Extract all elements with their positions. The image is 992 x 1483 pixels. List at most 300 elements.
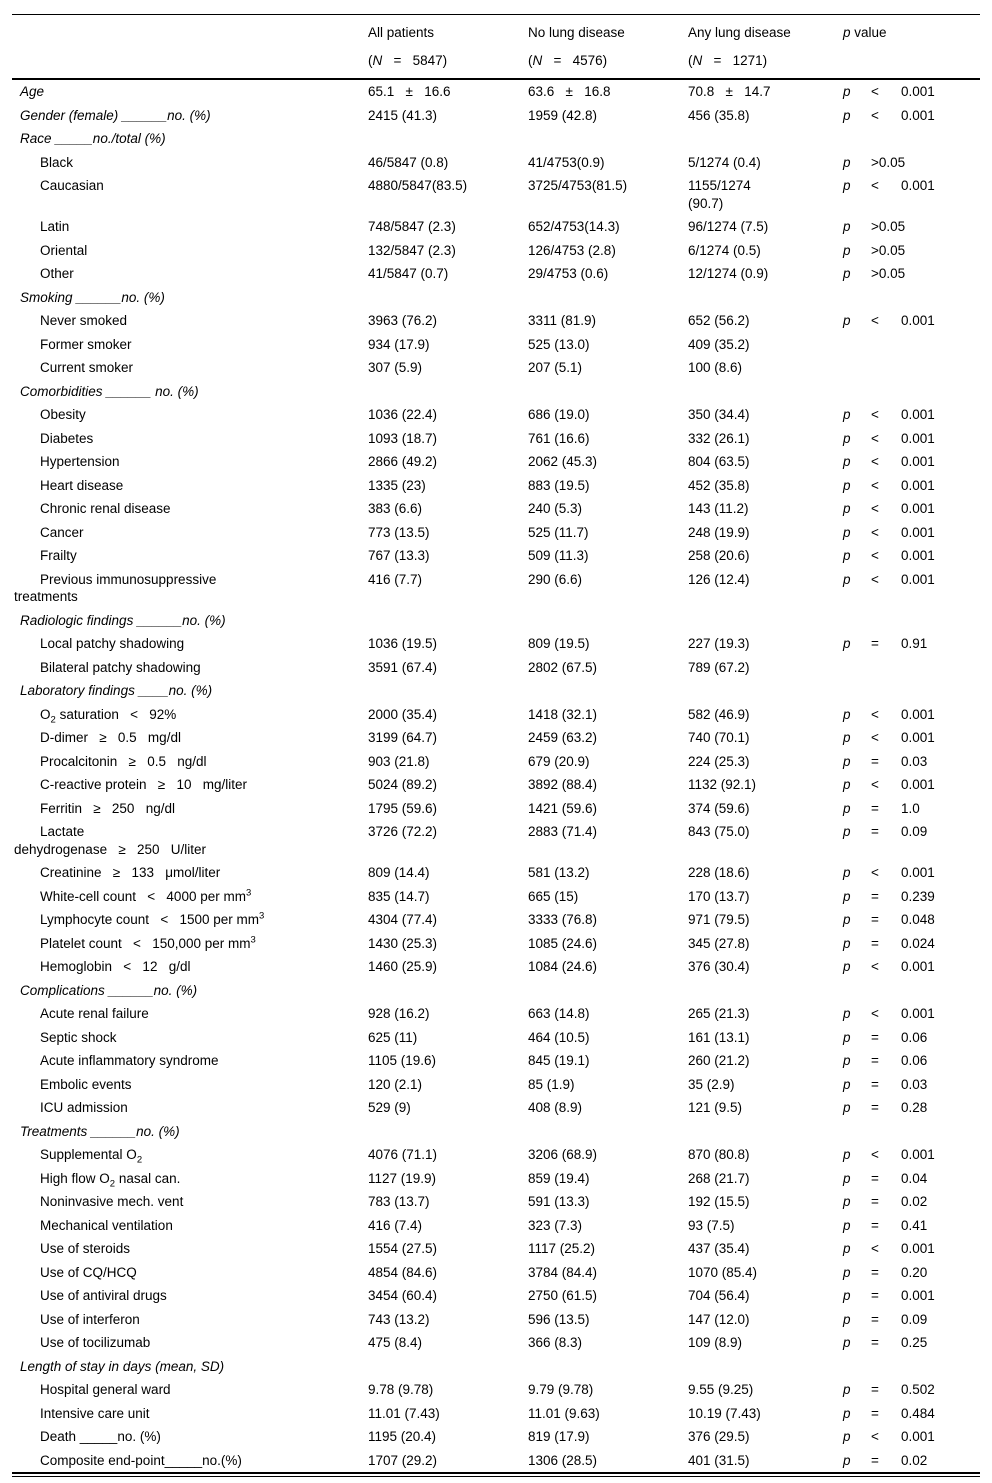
value-no-lung-disease: 3892 (88.4) — [528, 777, 598, 792]
value-no-lung-disease: 290 (6.6) — [528, 571, 583, 587]
table-row — [12, 309, 980, 333]
p-operator: < — [871, 865, 879, 880]
row-label: Caucasian — [40, 178, 104, 193]
p-value-cell — [843, 239, 980, 263]
value-all-patients: 65.1 ± 16.6 — [368, 84, 451, 99]
value-any-lung-disease: 1155/1274 (90.7) — [688, 178, 751, 211]
row-label: Previous immunosuppressive treatments — [14, 571, 217, 604]
col-header-title: All patients — [368, 25, 435, 40]
row-label: Bilateral patchy shadowing — [40, 659, 201, 675]
row-label: Frailty — [40, 548, 77, 563]
value-all-patients — [368, 380, 528, 404]
p-symbol: p — [843, 824, 851, 839]
p-value — [843, 911, 978, 929]
p-number: 0.06 — [901, 1053, 928, 1068]
value-all-patients: 1127 (19.9) — [368, 1170, 437, 1186]
p-value-cell — [843, 1378, 980, 1402]
value-any-lung-disease: 843 (75.0) — [688, 824, 750, 839]
value-any-lung-disease: 1070 (85.4) — [688, 1264, 758, 1280]
p-value-cell — [843, 1449, 980, 1474]
value-any-lung-disease: 870 (80.8) — [688, 1147, 750, 1162]
p-operator: = — [871, 1029, 879, 1045]
value-any-lung-disease: 9.55 (9.25) — [688, 1382, 754, 1397]
value-any-lung-disease: 740 (70.1) — [688, 730, 750, 745]
value-any-lung-disease: 228 (18.6) — [688, 865, 750, 880]
row-label: Obesity — [40, 407, 86, 422]
value-any-lung-disease: 652 (56.2) — [688, 313, 750, 328]
p-value-cell — [843, 885, 980, 909]
row-label: Gender (female) ______no. (%) — [20, 107, 211, 123]
table-row — [12, 1096, 980, 1120]
p-value-cell — [843, 750, 980, 774]
row-label: Race _____no./total (%) — [20, 131, 166, 146]
value-all-patients: 903 (21.8) — [368, 753, 430, 769]
row-label: Supplemental $O_2$ — [40, 1147, 143, 1166]
p-operator: = — [871, 1170, 879, 1186]
value-all-patients — [368, 1120, 528, 1144]
p-symbol: p — [843, 1053, 851, 1068]
col-header-title: No lung disease — [528, 25, 625, 40]
p-operator: = — [871, 1335, 879, 1350]
value-no-lung-disease — [528, 979, 688, 1003]
value-any-lung-disease: 93 (7.5) — [688, 1217, 735, 1233]
value-all-patients: 383 (6.6) — [368, 501, 423, 516]
value-all-patients — [368, 609, 528, 633]
value-all-patients: 1795 (59.6) — [368, 800, 438, 816]
value-all-patients: 2415 (41.3) — [368, 107, 438, 123]
p-operator: >0.05 — [871, 154, 906, 170]
p-number: 0.09 — [901, 824, 928, 839]
p-number: 0.001 — [901, 501, 935, 516]
p-symbol: p — [843, 266, 851, 281]
p-value — [843, 776, 978, 794]
value-all-patients: 2000 (35.4) — [368, 706, 438, 722]
value-no-lung-disease: 3206 (68.9) — [528, 1147, 598, 1162]
row-label: Black — [40, 154, 74, 170]
p-number: 0.001 — [901, 313, 935, 328]
row-label: Current smoker — [40, 360, 134, 375]
p-value-cell — [843, 797, 980, 821]
p-number: 0.502 — [901, 1382, 935, 1397]
p-operator: = — [871, 753, 879, 769]
row-label: Intensive care unit — [40, 1405, 150, 1421]
value-any-lung-disease: 35 (2.9) — [688, 1076, 735, 1092]
p-number: 0.06 — [901, 1029, 928, 1045]
p-value — [843, 83, 978, 101]
value-no-lung-disease: 63.6 ± 16.8 — [528, 84, 611, 99]
p-value-cell — [843, 1167, 980, 1191]
value-no-lung-disease: 761 (16.6) — [528, 430, 590, 446]
p-value-cell — [843, 1355, 980, 1379]
value-all-patients: 4880/5847(83.5) — [368, 178, 468, 193]
value-no-lung-disease: 1421 (59.6) — [528, 800, 598, 816]
p-symbol: p — [843, 888, 851, 904]
value-any-lung-disease: 401 (31.5) — [688, 1452, 750, 1468]
p-number: 0.001 — [901, 430, 935, 446]
value-no-lung-disease: 9.79 (9.78) — [528, 1382, 594, 1397]
row-label: Acute inflammatory syndrome — [40, 1053, 219, 1068]
p-value-cell — [843, 174, 980, 215]
p-operator: >0.05 — [871, 219, 906, 234]
value-any-lung-disease: 109 (8.9) — [688, 1335, 743, 1350]
p-value-cell — [843, 932, 980, 956]
p-operator: = — [871, 1452, 879, 1468]
value-any-lung-disease: 248 (19.9) — [688, 524, 750, 540]
p-value-cell — [843, 262, 980, 286]
bottom-double-rule — [12, 1474, 980, 1477]
row-label: Complications ______no. (%) — [20, 982, 198, 998]
p-symbol: p — [843, 1288, 851, 1303]
p-number: 0.91 — [901, 636, 928, 651]
table-row — [12, 1049, 980, 1073]
value-no-lung-disease: 1306 (28.5) — [528, 1452, 598, 1468]
table-row — [12, 955, 980, 979]
p-value-cell — [843, 1308, 980, 1332]
value-all-patients: 41/5847 (0.7) — [368, 266, 449, 281]
p-number: 0.001 — [901, 524, 935, 540]
p-number: 0.001 — [901, 1429, 935, 1444]
p-value-cell — [843, 1261, 980, 1285]
p-symbol: p — [843, 1241, 851, 1256]
value-any-lung-disease: 6/1274 (0.5) — [688, 242, 761, 258]
p-number: 0.001 — [901, 571, 935, 587]
value-all-patients: 307 (5.9) — [368, 360, 423, 375]
value-no-lung-disease — [528, 1120, 688, 1144]
col-header-n: (N = 1271) — [688, 52, 768, 68]
p-operator: = — [871, 636, 879, 651]
row-label: Lymphocyte count < 1500 per $mm^3$ — [40, 910, 265, 927]
p-number: 0.484 — [901, 1405, 935, 1421]
table-row — [12, 632, 980, 656]
value-no-lung-disease: 1085 (24.6) — [528, 935, 598, 951]
p-symbol: p — [843, 636, 851, 651]
value-any-lung-disease: 10.19 (7.43) — [688, 1405, 761, 1421]
p-value-cell — [843, 820, 980, 861]
p-value-cell — [843, 703, 980, 727]
col-header-p-value — [843, 15, 980, 80]
value-any-lung-disease: 170 (13.7) — [688, 888, 750, 904]
value-all-patients: 928 (16.2) — [368, 1006, 430, 1021]
p-number: 0.03 — [901, 1076, 928, 1092]
p-number: 0.09 — [901, 1311, 928, 1327]
p-operator: = — [871, 912, 879, 927]
value-no-lung-disease: 240 (5.3) — [528, 501, 583, 516]
row-label: Platelet count < 150,000 per $mm^3$ — [40, 934, 256, 951]
row-label: Composite end-point_____no.(%) — [40, 1452, 242, 1468]
value-no-lung-disease: 126/4753 (2.8) — [528, 242, 616, 258]
value-all-patients — [368, 286, 528, 310]
value-all-patients: 475 (8.4) — [368, 1335, 423, 1350]
p-value — [843, 706, 978, 724]
table-row — [12, 104, 980, 128]
p-value — [843, 430, 978, 448]
p-number: 0.001 — [901, 1147, 935, 1162]
value-any-lung-disease: 804 (63.5) — [688, 454, 750, 469]
p-operator: < — [871, 84, 879, 99]
value-no-lung-disease: 323 (7.3) — [528, 1217, 583, 1233]
p-symbol: p — [843, 1452, 851, 1468]
p-value-cell — [843, 861, 980, 885]
p-value — [843, 1334, 978, 1352]
row-label: Heart disease — [40, 477, 124, 493]
table-row — [12, 656, 980, 680]
p-value-cell — [843, 1143, 980, 1167]
p-number: 0.001 — [901, 959, 935, 974]
value-no-lung-disease: 366 (8.3) — [528, 1335, 583, 1350]
p-value-cell — [843, 609, 980, 633]
p-value — [843, 800, 978, 818]
value-all-patients: 5024 (89.2) — [368, 777, 438, 792]
table-row — [12, 797, 980, 821]
p-number: 0.001 — [901, 454, 935, 469]
p-value — [843, 1193, 978, 1211]
p-number: 0.001 — [901, 84, 935, 99]
p-value — [843, 1428, 978, 1446]
p-value-cell — [843, 79, 980, 104]
p-value — [843, 1146, 978, 1164]
value-no-lung-disease: 509 (11.3) — [528, 548, 589, 563]
value-no-lung-disease: 85 (1.9) — [528, 1076, 575, 1092]
p-value-cell — [843, 474, 980, 498]
p-value-cell — [843, 1402, 980, 1426]
value-any-lung-disease: 265 (21.3) — [688, 1006, 750, 1021]
p-symbol: p — [843, 1382, 851, 1397]
table-row — [12, 1143, 980, 1167]
row-label: Comorbidities ______ no. (%) — [20, 383, 199, 399]
value-any-lung-disease — [688, 679, 843, 703]
value-no-lung-disease: 207 (5.1) — [528, 360, 583, 375]
p-value — [843, 1287, 978, 1305]
value-no-lung-disease: 41/4753(0.9) — [528, 154, 605, 170]
p-symbol: p — [843, 1170, 851, 1186]
row-label: Creatinine ≥ 133 μmol/liter — [40, 865, 221, 880]
p-operator: = — [871, 1217, 879, 1233]
p-value — [843, 1405, 978, 1423]
p-operator: = — [871, 888, 879, 904]
p-operator: < — [871, 454, 879, 469]
p-value-cell — [843, 286, 980, 310]
row-label: Age — [20, 84, 45, 99]
table-row — [12, 773, 980, 797]
p-number: 0.001 — [901, 178, 935, 193]
section-row — [12, 380, 980, 404]
value-any-lung-disease: 143 (11.2) — [688, 501, 749, 516]
value-all-patients: 4076 (71.1) — [368, 1147, 438, 1162]
p-number: 0.03 — [901, 753, 928, 769]
value-no-lung-disease: 3333 (76.8) — [528, 912, 598, 927]
p-value-cell — [843, 955, 980, 979]
value-all-patients: 120 (2.1) — [368, 1076, 423, 1092]
p-value — [843, 154, 978, 172]
row-label: Lactate dehydrogenase ≥ 250 U/liter — [14, 824, 207, 857]
row-label: Hemoglobin < 12 g/dl — [40, 959, 191, 974]
p-value — [843, 729, 978, 747]
p-symbol: p — [843, 706, 851, 722]
value-any-lung-disease — [688, 127, 843, 151]
value-no-lung-disease: 2459 (63.2) — [528, 730, 598, 745]
value-any-lung-disease — [688, 979, 843, 1003]
p-value-cell — [843, 380, 980, 404]
row-label: White-cell count < 4000 per $mm^3$ — [40, 887, 252, 904]
value-no-lung-disease — [528, 380, 688, 404]
value-any-lung-disease: 100 (8.6) — [688, 360, 743, 375]
value-no-lung-disease: 1084 (24.6) — [528, 959, 598, 974]
p-operator: = — [871, 1264, 879, 1280]
p-value-cell — [843, 908, 980, 932]
p-value — [843, 935, 978, 953]
p-symbol: p — [843, 571, 851, 587]
p-symbol: p — [843, 454, 851, 469]
p-value — [843, 635, 978, 653]
row-label: Septic shock — [40, 1029, 117, 1045]
p-value — [843, 864, 978, 882]
col-header-n: (N = 4576) — [528, 52, 608, 68]
p-value — [843, 524, 978, 542]
p-value — [843, 547, 978, 565]
p-operator: < — [871, 548, 879, 563]
table-row — [12, 403, 980, 427]
p-value-cell — [843, 215, 980, 239]
p-symbol: p — [843, 107, 851, 123]
value-no-lung-disease — [528, 286, 688, 310]
p-number: 0.04 — [901, 1170, 928, 1186]
value-all-patients: 3726 (72.2) — [368, 824, 438, 839]
value-no-lung-disease: 581 (13.2) — [528, 865, 590, 880]
table-body — [12, 79, 980, 1473]
value-no-lung-disease — [528, 127, 688, 151]
value-any-lung-disease: 582 (46.9) — [688, 706, 750, 722]
section-row — [12, 286, 980, 310]
value-any-lung-disease: 260 (21.2) — [688, 1053, 750, 1068]
value-no-lung-disease: 591 (13.3) — [528, 1194, 590, 1209]
table-row — [12, 1378, 980, 1402]
value-any-lung-disease — [688, 1120, 843, 1144]
value-no-lung-disease: 2883 (71.4) — [528, 824, 598, 839]
p-symbol: p — [843, 1147, 851, 1162]
p-value-cell — [843, 450, 980, 474]
value-no-lung-disease — [528, 679, 688, 703]
value-all-patients: 1036 (19.5) — [368, 636, 438, 651]
table-row — [12, 1261, 980, 1285]
value-all-patients: 1707 (29.2) — [368, 1452, 438, 1468]
value-all-patients: 773 (13.5) — [368, 524, 430, 540]
table-row — [12, 750, 980, 774]
table-row — [12, 861, 980, 885]
table-row — [12, 1214, 980, 1238]
p-value — [843, 500, 978, 518]
row-label: Local patchy shadowing — [40, 636, 185, 651]
table-row — [12, 215, 980, 239]
p-operator: < — [871, 1006, 879, 1021]
p-value — [843, 218, 978, 236]
p-value — [843, 177, 978, 195]
table-row — [12, 1002, 980, 1026]
value-all-patients: 3591 (67.4) — [368, 659, 438, 675]
p-operator: = — [871, 1405, 879, 1421]
p-symbol: p — [843, 777, 851, 792]
row-label: Use of tocilizumab — [40, 1335, 151, 1350]
p-number: 0.239 — [901, 888, 935, 904]
p-value-cell — [843, 521, 980, 545]
p-operator: < — [871, 959, 879, 974]
p-value-cell — [843, 568, 980, 609]
value-any-lung-disease: 147 (12.0) — [688, 1311, 750, 1327]
value-all-patients: 1093 (18.7) — [368, 430, 438, 446]
section-row — [12, 1120, 980, 1144]
value-all-patients: 743 (13.2) — [368, 1311, 430, 1327]
value-no-lung-disease — [528, 1355, 688, 1379]
p-operator: < — [871, 730, 879, 745]
value-all-patients: 748/5847 (2.3) — [368, 219, 456, 234]
p-value — [843, 958, 978, 976]
p-operator: < — [871, 313, 879, 328]
p-operator: < — [871, 501, 879, 516]
p-number: 0.02 — [901, 1194, 928, 1209]
p-value-cell — [843, 151, 980, 175]
p-operator: < — [871, 407, 879, 422]
p-number: 0.001 — [901, 548, 935, 563]
p-value-cell — [843, 309, 980, 333]
baseline-characteristics-table — [12, 14, 980, 1474]
value-any-lung-disease: 121 (9.5) — [688, 1100, 743, 1115]
p-value-cell — [843, 104, 980, 128]
value-any-lung-disease: 789 (67.2) — [688, 659, 750, 675]
p-symbol: p — [843, 1217, 851, 1233]
header-empty-cell — [12, 15, 368, 80]
value-no-lung-disease: 3725/4753(81.5) — [528, 178, 628, 193]
value-no-lung-disease: 663 (14.8) — [528, 1006, 590, 1021]
p-operator: < — [871, 777, 879, 792]
p-symbol: p — [843, 178, 851, 193]
value-any-lung-disease: 5/1274 (0.4) — [688, 154, 761, 170]
row-label: Death _____no. (%) — [40, 1429, 161, 1444]
value-no-lung-disease: 665 (15) — [528, 888, 579, 904]
value-no-lung-disease: 408 (8.9) — [528, 1100, 583, 1115]
section-row — [12, 127, 980, 151]
p-operator: = — [871, 1311, 879, 1327]
value-all-patients: 3454 (60.4) — [368, 1288, 438, 1303]
p-value — [843, 1005, 978, 1023]
p-operator: < — [871, 1147, 879, 1162]
value-any-lung-disease: 332 (26.1) — [688, 430, 750, 446]
row-label: Use of steroids — [40, 1241, 131, 1256]
table-row — [12, 1449, 980, 1474]
p-symbol: p — [843, 1405, 851, 1421]
p-number: 0.001 — [901, 1241, 935, 1256]
value-all-patients: 11.01 (7.43) — [368, 1405, 440, 1421]
p-symbol: p — [843, 1100, 851, 1115]
table-row — [12, 544, 980, 568]
p-value-cell — [843, 1002, 980, 1026]
p-symbol: p — [843, 1076, 851, 1092]
row-label: Chronic renal disease — [40, 501, 171, 516]
table-row — [12, 1026, 980, 1050]
row-label: Embolic events — [40, 1076, 132, 1092]
value-any-lung-disease: 258 (20.6) — [688, 548, 750, 563]
value-any-lung-disease: 96/1274 (7.5) — [688, 219, 769, 234]
p-value-cell — [843, 427, 980, 451]
p-symbol: p — [843, 1335, 851, 1350]
value-all-patients: 4854 (84.6) — [368, 1264, 438, 1280]
p-number: 0.048 — [901, 912, 935, 927]
value-all-patients: 625 (11) — [368, 1029, 418, 1045]
p-value — [843, 1099, 978, 1117]
table-row — [12, 568, 980, 609]
p-value-cell — [843, 1073, 980, 1097]
value-no-lung-disease: 2062 (45.3) — [528, 454, 598, 469]
table-row — [12, 1167, 980, 1191]
p-symbol: p — [843, 1311, 851, 1327]
